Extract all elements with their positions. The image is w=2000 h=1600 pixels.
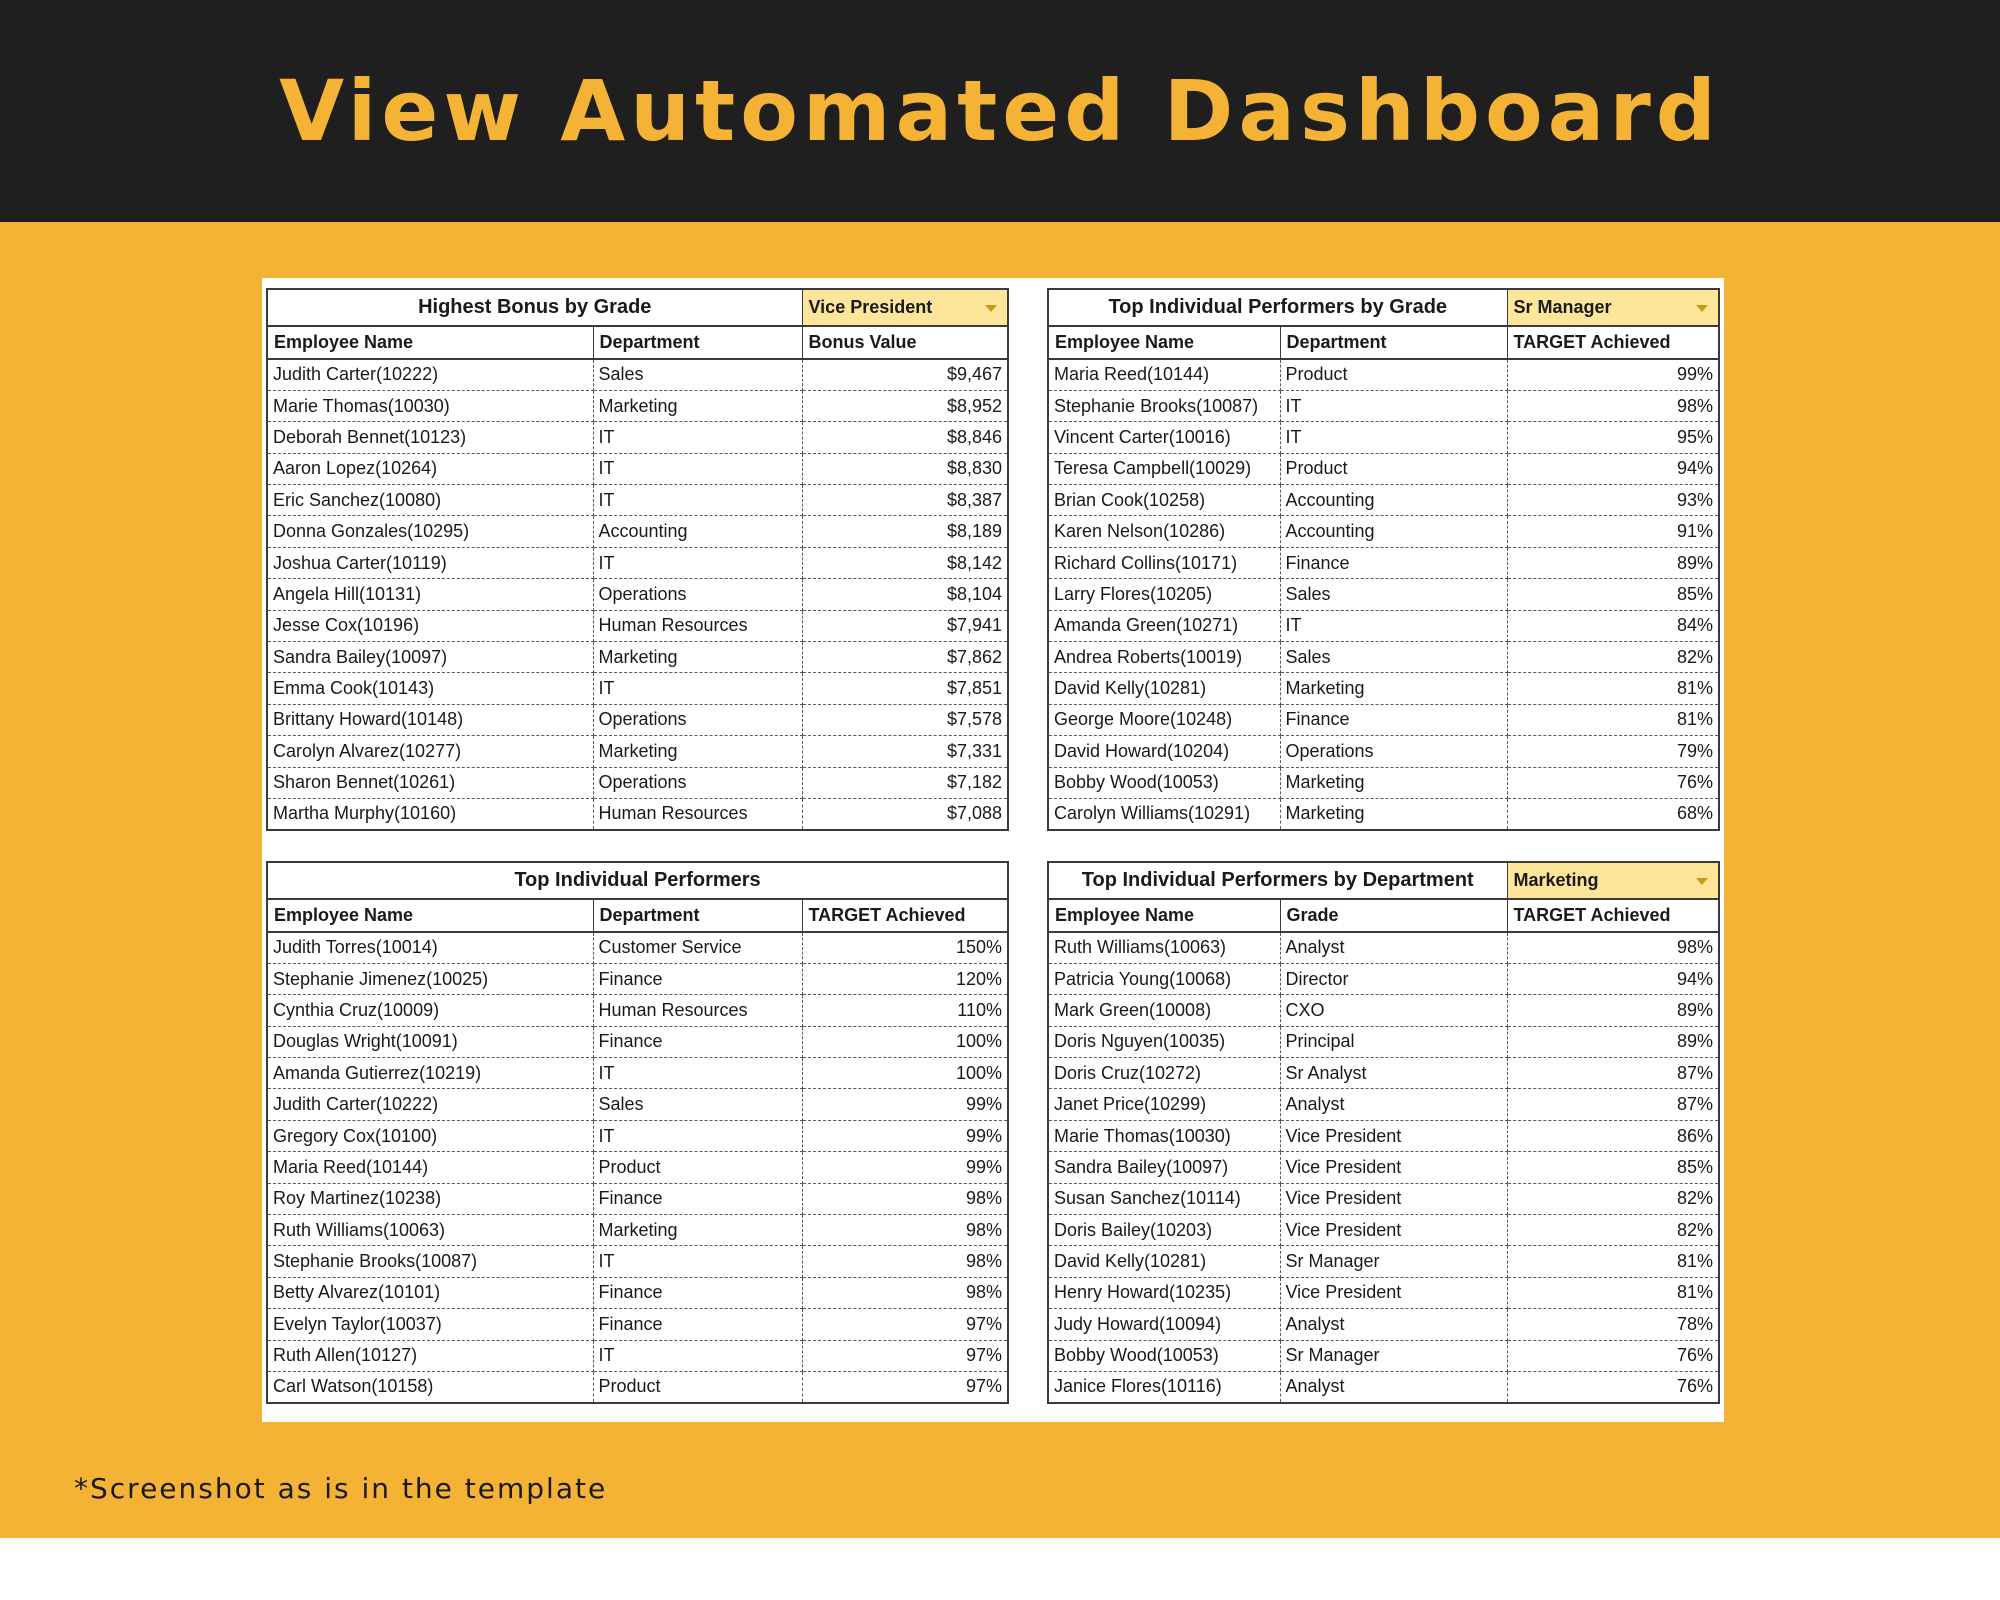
table-cell: Operations [593,579,802,610]
page-title: View Automated Dashboard [279,62,1721,160]
table-cell: Marketing [593,1215,802,1246]
table-cell: Cynthia Cruz(10009) [267,995,593,1026]
table-cell: 98% [802,1246,1008,1277]
table-cell: Vice President [1280,1277,1507,1308]
table-cell: 97% [965,1376,1002,1397]
table-cell: Andrea Roberts(10019) [1048,642,1280,673]
table-cell: 68% [1676,803,1713,824]
table-cell: Emma Cook(10143) [267,673,593,704]
table-cell: Principal [1280,1026,1507,1057]
table-row [1048,516,1719,547]
performers-by-department-table [1047,861,1720,1404]
table-cell: Marketing [593,736,802,767]
table-row [1048,1183,1719,1214]
table-cell: Judy Howard(10094) [1048,1309,1280,1340]
column-header-row [267,326,1008,359]
table-row [1048,1120,1719,1151]
table-cell: Finance [593,1277,802,1308]
table-cell: Judith Torres(10014) [267,932,593,963]
dropdown-arrow-icon[interactable] [1696,305,1708,312]
table-cell: Finance [593,963,802,994]
table-row [1048,1215,1719,1246]
table-cell: Amanda Green(10271) [1048,610,1280,641]
column-header-row [267,899,1008,932]
table-cell: Analyst [1280,932,1507,963]
table-cell: Janice Flores(10116) [1048,1371,1280,1402]
dropdown-arrow-icon[interactable] [1696,878,1708,885]
table-row [1048,932,1719,963]
table-row [267,798,1008,829]
table-cell: David Howard(10204) [1048,736,1280,767]
panel-title-row [267,289,1008,326]
table-cell: Product [593,1371,802,1402]
table-row [1048,422,1719,453]
table-cell: Judith Carter(10222) [267,359,593,390]
table-cell: Roy Martinez(10238) [267,1183,593,1214]
dashboard-sheet [262,278,1724,1422]
dropdown-arrow-icon[interactable] [985,305,997,312]
table-cell: 87% [1507,1089,1719,1120]
grade-filter-dropdown[interactable] [802,289,1008,326]
panel-top-performers [266,861,1007,1404]
table-cell: 98% [802,1183,1008,1214]
table-row [267,579,1008,610]
table-cell: 87% [1507,1058,1719,1089]
table-row [1048,1340,1719,1371]
table-cell: CXO [1280,995,1507,1026]
table-cell: 98% [802,1277,1008,1308]
table-cell: 76% [1676,1376,1713,1397]
table-cell: IT [1280,610,1507,641]
table-cell: Maria Reed(10144) [1048,359,1280,390]
table-row [267,963,1008,994]
table-row [1048,579,1719,610]
table-row [267,932,1008,963]
table-cell: George Moore(10248) [1048,704,1280,735]
column-header: Employee Name [1048,326,1280,359]
column-header: Department [593,326,802,359]
table-cell: Marie Thomas(10030) [267,390,593,421]
table-cell: Product [593,1152,802,1183]
footnote: *Screenshot as is in the template [74,1472,608,1505]
table-cell: 99% [802,1152,1008,1183]
table-cell: 97% [802,1309,1008,1340]
table-cell: Human Resources [593,995,802,1026]
table-cell: 86% [1507,1120,1719,1151]
table-cell: Joshua Carter(10119) [267,547,593,578]
table-row [1048,359,1719,390]
table-cell: Carolyn Williams(10291) [1048,798,1280,829]
table-cell: 82% [1507,1183,1719,1214]
panel-title: Highest Bonus by Grade [267,289,802,326]
table-cell: Sales [1280,579,1507,610]
table-cell: Karen Nelson(10286) [1048,516,1280,547]
table-cell: 99% [802,1120,1008,1151]
table-cell: Finance [593,1183,802,1214]
column-header-row [1048,326,1719,359]
table-cell: 76% [1507,1340,1719,1371]
table-cell: 82% [1507,1215,1719,1246]
table-cell: $8,387 [802,485,1008,516]
table-cell: Evelyn Taylor(10037) [267,1309,593,1340]
table-cell: $7,331 [802,736,1008,767]
table-row [1048,673,1719,704]
table-row [267,610,1008,641]
table-cell: 120% [802,963,1008,994]
table-cell: Brian Cook(10258) [1048,485,1280,516]
table-cell: David Kelly(10281) [1048,673,1280,704]
table-cell: Product [1280,453,1507,484]
column-header: Bonus Value [802,326,1008,359]
table-cell: 84% [1507,610,1719,641]
table-cell: $9,467 [802,359,1008,390]
table-cell: IT [593,453,802,484]
table-cell: Janet Price(10299) [1048,1089,1280,1120]
table-cell: Marie Thomas(10030) [1048,1120,1280,1151]
table-cell: Product [1280,359,1507,390]
table-row [267,1215,1008,1246]
table-cell: Sales [1280,642,1507,673]
table-row [1048,547,1719,578]
table-cell: Ruth Williams(10063) [267,1215,593,1246]
table-cell: 98% [802,1215,1008,1246]
table-cell: IT [593,1058,802,1089]
table-cell: Betty Alvarez(10101) [267,1277,593,1308]
table-cell: $7,862 [802,642,1008,673]
table-cell: Eric Sanchez(10080) [267,485,593,516]
table-cell: Douglas Wright(10091) [267,1026,593,1057]
table-row [1048,1246,1719,1277]
table-cell: 81% [1507,704,1719,735]
table-cell: 98% [1507,390,1719,421]
table-row [267,704,1008,735]
table-cell: Judith Carter(10222) [267,1089,593,1120]
table-cell: 85% [1507,1152,1719,1183]
table-row [1048,1089,1719,1120]
bonus-table [266,288,1009,831]
table-cell: 94% [1507,963,1719,994]
table-cell: Sandra Bailey(10097) [1048,1152,1280,1183]
column-header: Department [1280,326,1507,359]
table-cell: Henry Howard(10235) [1048,1277,1280,1308]
table-row [267,516,1008,547]
table-cell: Analyst [1280,1089,1507,1120]
panel-bonus-by-grade [266,288,1007,831]
table-row [267,1026,1008,1057]
table-cell: Patricia Young(10068) [1048,963,1280,994]
table-cell: 81% [1507,673,1719,704]
table-cell: Stephanie Brooks(10087) [1048,390,1280,421]
table-cell: Sharon Bennet(10261) [267,767,593,798]
table-cell: Marketing [1280,798,1507,829]
table-cell: Aaron Lopez(10264) [267,453,593,484]
table-cell: David Kelly(10281) [1048,1246,1280,1277]
page-header [0,0,2000,222]
table-row [267,1277,1008,1308]
table-row [1048,1277,1719,1308]
table-row [267,1246,1008,1277]
table-cell: Mark Green(10008) [1048,995,1280,1026]
table-cell: 81% [1507,1277,1719,1308]
department-filter-dropdown[interactable] [1507,862,1719,899]
table-cell: Operations [593,704,802,735]
table-cell: Brittany Howard(10148) [267,704,593,735]
table-cell: 150% [802,932,1008,963]
table-cell: Marketing [593,390,802,421]
table-cell: 110% [802,995,1008,1026]
table-row [1048,1309,1719,1340]
table-cell: Martha Murphy(10160) [267,798,593,829]
table-row [1048,704,1719,735]
column-header: TARGET Achieved [802,899,1008,932]
table-cell: Vice President [1280,1120,1507,1151]
table-row [267,485,1008,516]
panel-title-row [267,862,1008,899]
table-cell: IT [593,1246,802,1277]
table-row [267,1340,1008,1371]
table-cell: Accounting [593,516,802,547]
table-cell: $7,851 [802,673,1008,704]
table-cell: 81% [1507,1246,1719,1277]
table-cell: Finance [1280,704,1507,735]
table-cell: $8,830 [802,453,1008,484]
table-row [267,422,1008,453]
table-row [267,1309,1008,1340]
table-row [267,736,1008,767]
table-cell: $8,142 [802,547,1008,578]
column-header: TARGET Achieved [1507,326,1719,359]
table-row [267,1183,1008,1214]
table-row [267,995,1008,1026]
panel-title: Top Individual Performers by Grade [1048,289,1507,326]
table-cell: 99% [802,1089,1008,1120]
table-cell: Sandra Bailey(10097) [267,642,593,673]
table-cell: Angela Hill(10131) [267,579,593,610]
column-header: Department [593,899,802,932]
column-header-row [1048,899,1719,932]
table-row [1048,642,1719,673]
table-row [267,1371,1008,1402]
panel-title-row [1048,862,1719,899]
table-row [267,547,1008,578]
table-cell: Gregory Cox(10100) [267,1120,593,1151]
table-row [1048,1152,1719,1183]
table-cell: Teresa Campbell(10029) [1048,453,1280,484]
table-cell: Finance [1280,547,1507,578]
table-cell: Marketing [1280,767,1507,798]
table-row [1048,485,1719,516]
table-row [1048,1026,1719,1057]
table-cell: Ruth Williams(10063) [1048,932,1280,963]
table-cell: Amanda Gutierrez(10219) [267,1058,593,1089]
table-cell: Stephanie Jimenez(10025) [267,963,593,994]
table-row [1048,453,1719,484]
table-cell: $8,104 [802,579,1008,610]
table-cell: Maria Reed(10144) [267,1152,593,1183]
table-cell: Customer Service [593,932,802,963]
panel-performers-by-grade [1047,288,1718,831]
table-cell: Human Resources [593,798,802,829]
table-row [267,453,1008,484]
performers-by-grade-table [1047,288,1720,831]
table-cell: Vice President [1280,1183,1507,1214]
table-cell: IT [593,422,802,453]
table-cell: 100% [802,1058,1008,1089]
table-cell: IT [1280,422,1507,453]
table-cell: 78% [1507,1309,1719,1340]
table-cell: Stephanie Brooks(10087) [267,1246,593,1277]
table-cell: IT [593,485,802,516]
table-cell: Doris Bailey(10203) [1048,1215,1280,1246]
table-cell: Sales [593,1089,802,1120]
table-cell: Sales [593,359,802,390]
table-cell: IT [593,1340,802,1371]
panel-title: Top Individual Performers [267,862,1008,899]
table-cell: Richard Collins(10171) [1048,547,1280,578]
table-cell: 85% [1507,579,1719,610]
table-cell: Sr Manager [1280,1340,1507,1371]
table-cell: 89% [1507,547,1719,578]
table-cell: Doris Cruz(10272) [1048,1058,1280,1089]
column-header: Employee Name [267,326,593,359]
table-cell: Vice President [1280,1152,1507,1183]
panel-title-row [1048,289,1719,326]
table-cell: Vincent Carter(10016) [1048,422,1280,453]
table-row [1048,390,1719,421]
table-cell: IT [1280,390,1507,421]
table-cell: 95% [1507,422,1719,453]
table-cell: Larry Flores(10205) [1048,579,1280,610]
table-row [267,673,1008,704]
table-cell: Finance [593,1026,802,1057]
table-cell: 97% [802,1340,1008,1371]
table-cell: $8,846 [802,422,1008,453]
column-header: Employee Name [1048,899,1280,932]
table-cell: Vice President [1280,1215,1507,1246]
table-cell: 82% [1507,642,1719,673]
grade-filter-value: Vice President [808,297,933,317]
table-row [1048,963,1719,994]
table-cell: Susan Sanchez(10114) [1048,1183,1280,1214]
table-cell: $7,088 [946,803,1002,824]
table-cell: Marketing [1280,673,1507,704]
table-cell: Bobby Wood(10053) [1048,1340,1280,1371]
table-cell: Finance [593,1309,802,1340]
table-cell: $7,182 [802,767,1008,798]
table-row [267,1152,1008,1183]
table-cell: 100% [802,1026,1008,1057]
table-row [267,1058,1008,1089]
table-cell: Human Resources [593,610,802,641]
table-cell: IT [593,673,802,704]
table-cell: Operations [1280,736,1507,767]
table-row [1048,1058,1719,1089]
table-cell: 89% [1507,995,1719,1026]
table-cell: Deborah Bennet(10123) [267,422,593,453]
table-row [1048,767,1719,798]
table-cell: 98% [1507,932,1719,963]
table-cell: $8,189 [802,516,1008,547]
table-cell: Jesse Cox(10196) [267,610,593,641]
table-row [1048,995,1719,1026]
table-row [267,390,1008,421]
department-filter-value: Marketing [1513,870,1599,890]
table-cell: 91% [1507,516,1719,547]
table-cell: 89% [1507,1026,1719,1057]
table-cell: 79% [1507,736,1719,767]
table-row [267,359,1008,390]
table-row [267,767,1008,798]
top-performers-table [266,861,1009,1404]
table-row [1048,1371,1719,1402]
panel-title: Top Individual Performers by Department [1048,862,1507,899]
table-cell: Donna Gonzales(10295) [267,516,593,547]
table-cell: Accounting [1280,485,1507,516]
table-cell: $7,578 [802,704,1008,735]
table-row [1048,798,1719,829]
table-row [267,1089,1008,1120]
table-cell: Sr Manager [1280,1246,1507,1277]
table-cell: Carolyn Alvarez(10277) [267,736,593,767]
table-cell: 93% [1507,485,1719,516]
table-cell: Carl Watson(10158) [267,1371,593,1402]
table-cell: Sr Analyst [1280,1058,1507,1089]
table-cell: $8,952 [802,390,1008,421]
table-cell: Marketing [593,642,802,673]
column-header: Grade [1280,899,1507,932]
panel-performers-by-department [1047,861,1718,1404]
table-cell: Ruth Allen(10127) [267,1340,593,1371]
table-cell: 76% [1507,767,1719,798]
table-cell: Operations [593,767,802,798]
table-row [267,1120,1008,1151]
table-cell: Analyst [1280,1309,1507,1340]
table-cell: $7,941 [802,610,1008,641]
column-header: TARGET Achieved [1507,899,1719,932]
table-cell: IT [593,547,802,578]
grade-filter-dropdown[interactable] [1507,289,1719,326]
table-row [267,642,1008,673]
table-cell: 99% [1507,359,1719,390]
table-cell: Analyst [1280,1371,1507,1402]
table-cell: Doris Nguyen(10035) [1048,1026,1280,1057]
table-row [1048,610,1719,641]
table-cell: Accounting [1280,516,1507,547]
table-cell: IT [593,1120,802,1151]
table-row [1048,736,1719,767]
table-cell: 94% [1507,453,1719,484]
table-cell: Director [1280,963,1507,994]
grade-filter-value: Sr Manager [1513,297,1612,317]
table-cell: Bobby Wood(10053) [1048,767,1280,798]
column-header: Employee Name [267,899,593,932]
